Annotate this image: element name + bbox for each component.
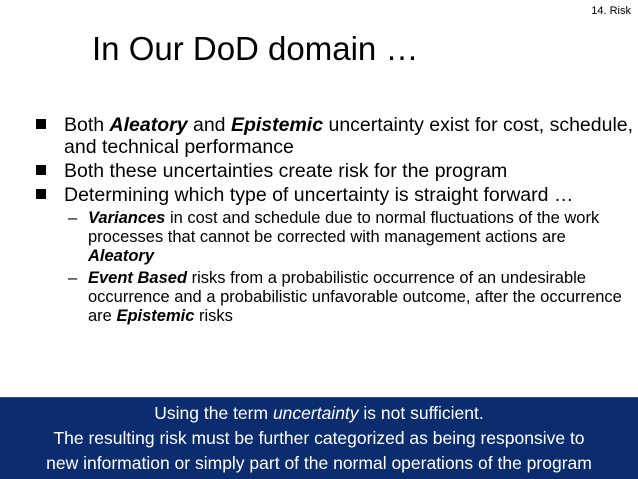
banner-line-1: [0, 401, 638, 426]
square-bullet-icon: [36, 165, 46, 175]
slide-tag: 14. Risk: [591, 5, 631, 17]
banner-text: is not sufficient.: [358, 403, 484, 423]
slide-title: In Our DoD domain …: [92, 30, 419, 67]
bullet-item: [36, 114, 636, 158]
dash-marker: –: [68, 209, 78, 227]
banner-line-3: new information or simply part of the normal operations of the program: [46, 453, 592, 473]
bullet-item: [36, 160, 636, 182]
sub-bullet-text: risks: [194, 307, 233, 325]
banner-text: Using the term: [154, 403, 273, 423]
bullet-item: [36, 184, 636, 206]
sub-bullet-item: [68, 209, 636, 266]
banner-line-2: The resulting risk must be further categorized as being responsive to: [53, 428, 585, 448]
emphasis-variances: Variances: [88, 209, 166, 227]
bullet-text: and: [187, 114, 231, 136]
emphasis-event-based: Event Based: [88, 269, 188, 287]
bullet-text: Determining which type of uncertainty is straight forward …: [64, 184, 574, 206]
sub-bullet-item: [68, 269, 636, 326]
dash-marker: –: [68, 269, 78, 287]
square-bullet-icon: [36, 119, 46, 129]
square-bullet-icon: [36, 189, 46, 199]
emphasis-aleatory: Aleatory: [88, 247, 155, 265]
emphasis-epistemic: Epistemic: [230, 114, 324, 136]
emphasis-aleatory: Aleatory: [109, 114, 188, 136]
bullet-text: uncertainty exist for cost, schedule, and technical performance: [64, 114, 634, 158]
callout-banner: [0, 397, 638, 479]
bullet-list: [36, 114, 636, 326]
sub-bullet-text: risks from a probabilistic occurrence of an undesirable occurrence and a probabilistic unfavorable outcome, after the occurrence are: [88, 269, 622, 325]
emphasis-uncertainty: uncertainty: [272, 403, 359, 423]
bullet-text: Both: [64, 114, 110, 136]
emphasis-epistemic: Epistemic: [116, 307, 195, 325]
sub-bullet-text: in cost and schedule due to normal fluctuations of the work processes that cannot be corrected with management actions are: [88, 209, 600, 246]
bullet-text: Both these uncertainties create risk for the program: [64, 160, 508, 182]
